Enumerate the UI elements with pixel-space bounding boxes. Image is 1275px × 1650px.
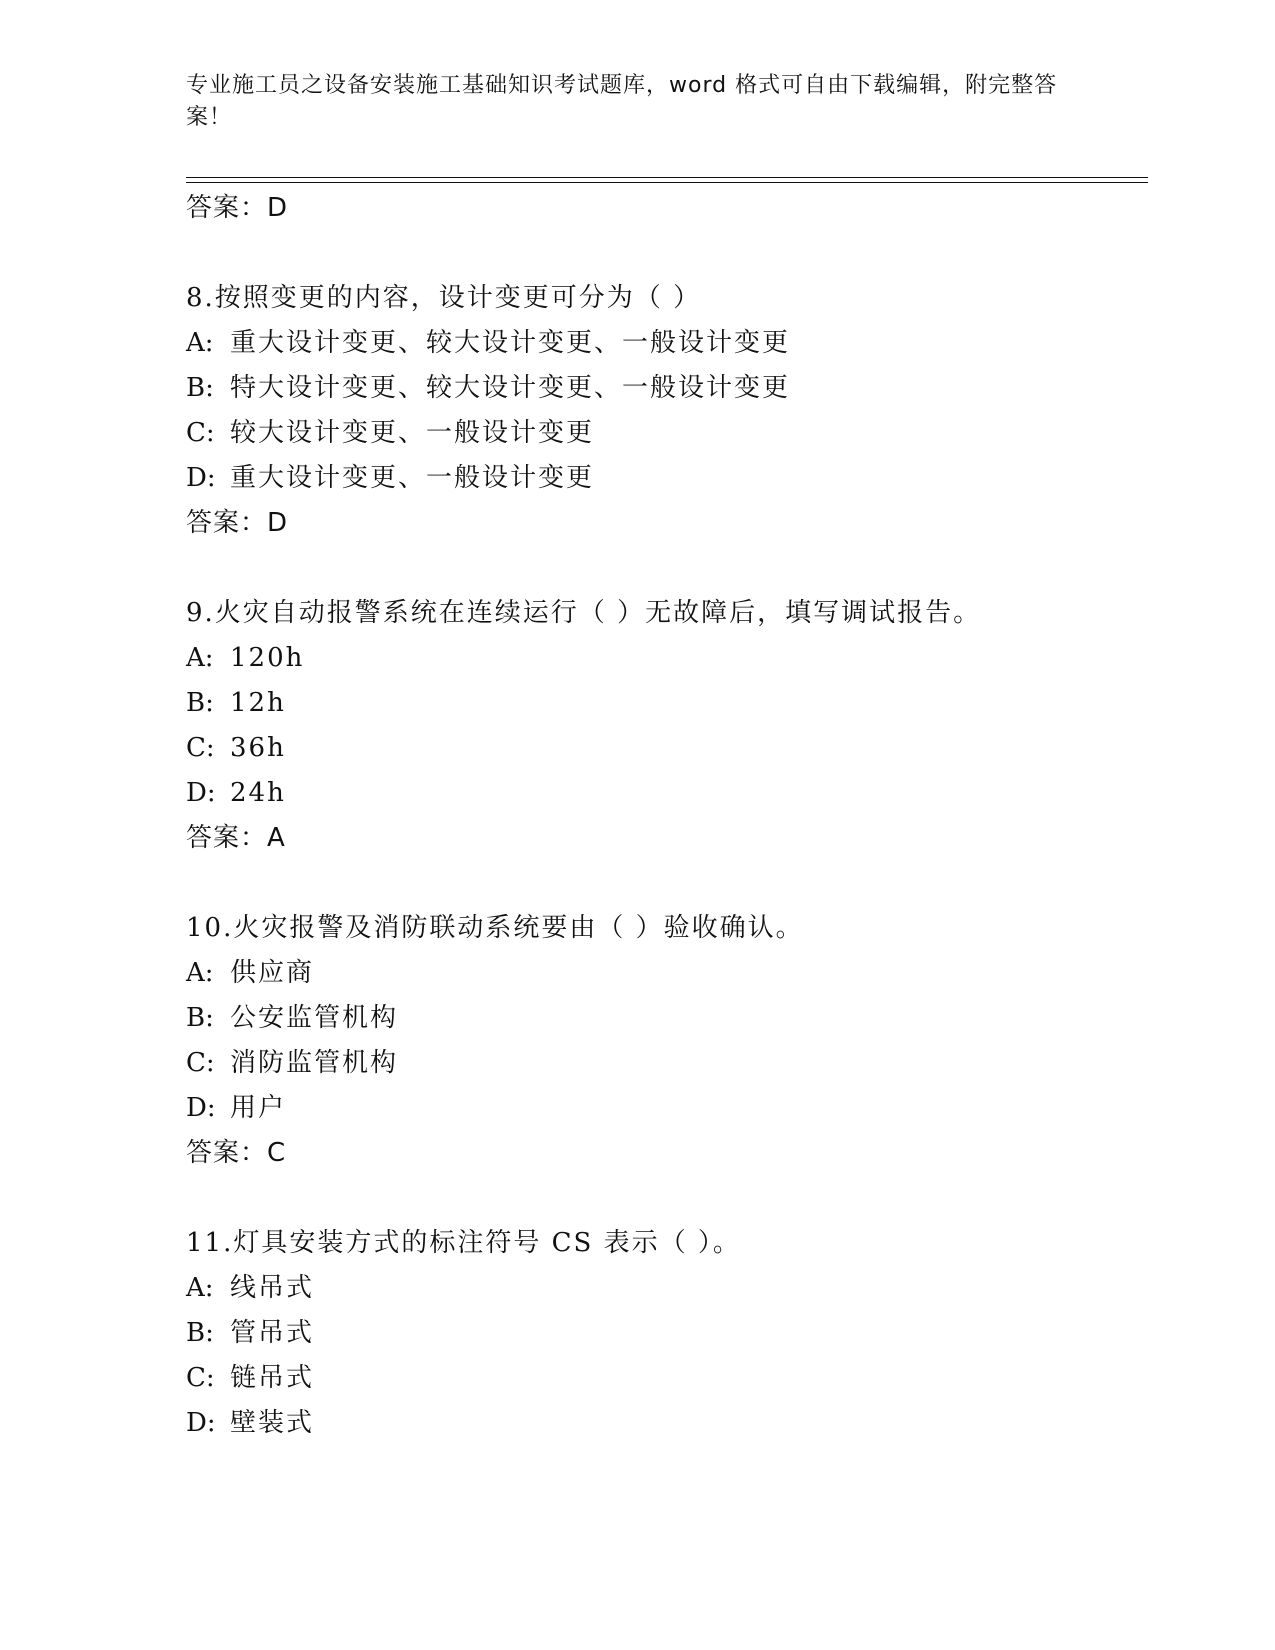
question-list [186, 186, 1146, 1446]
option-text: 线吊式 [230, 1273, 315, 1303]
option-line [186, 1041, 1146, 1086]
option-text: 重大设计变更、较大设计变更、一般设计变更 [230, 328, 791, 358]
option-letter: C: [186, 418, 215, 448]
spacer [186, 1176, 1146, 1221]
option-text: 24h [230, 778, 286, 808]
option-line [186, 951, 1146, 996]
option-letter: B: [186, 688, 214, 718]
option-line [186, 1311, 1146, 1356]
option-letter: A: [186, 1273, 214, 1303]
option-text: 公安监管机构 [230, 1003, 399, 1033]
option-text: 36h [230, 733, 286, 763]
option-letter: D: [186, 463, 216, 493]
option-text: 重大设计变更、一般设计变更 [230, 463, 595, 493]
option-line [186, 1401, 1146, 1446]
option-line [186, 996, 1146, 1041]
answer-line: 答案：D [186, 193, 289, 223]
option-line [186, 456, 1146, 501]
option-text: 链吊式 [230, 1363, 315, 1393]
question-stem: 9.火灾自动报警系统在连续运行（ ）无故障后，填写调试报告。 [186, 598, 982, 628]
option-line [186, 1266, 1146, 1311]
spacer [186, 231, 1146, 276]
option-line [186, 366, 1146, 411]
option-text: 供应商 [230, 958, 315, 988]
option-text: 管吊式 [230, 1318, 315, 1348]
option-line [186, 1356, 1146, 1401]
option-letter: D: [186, 1093, 216, 1123]
header-rule-bottom [186, 182, 1148, 183]
option-letter: B: [186, 1318, 214, 1348]
option-text: 12h [230, 688, 286, 718]
option-text: 较大设计变更、一般设计变更 [230, 418, 595, 448]
option-letter: C: [186, 1363, 215, 1393]
option-letter: A: [186, 643, 214, 673]
option-letter: D: [186, 778, 216, 808]
option-text: 用户 [230, 1093, 287, 1123]
option-text: 特大设计变更、较大设计变更、一般设计变更 [230, 373, 791, 403]
option-line [186, 771, 1146, 816]
question-stem: 10.火灾报警及消防联动系统要由（ ）验收确认。 [186, 913, 804, 943]
spacer [186, 546, 1146, 591]
option-letter: B: [186, 1003, 214, 1033]
header-rule-top [186, 177, 1148, 178]
option-text: 壁装式 [230, 1408, 315, 1438]
option-letter: A: [186, 328, 214, 358]
option-line [186, 636, 1146, 681]
answer-line: 答案：A [186, 823, 286, 853]
answer-line: 答案：C [186, 1138, 287, 1168]
spacer [186, 861, 1146, 906]
option-line [186, 321, 1146, 366]
option-line [186, 411, 1146, 456]
question-stem: 11.灯具安装方式的标注符号 CS 表示（ ）。 [186, 1228, 741, 1258]
answer-line: 答案：D [186, 508, 289, 538]
option-letter: A: [186, 958, 214, 988]
option-text: 消防监管机构 [230, 1048, 399, 1078]
option-line [186, 726, 1146, 771]
option-letter: D: [186, 1408, 216, 1438]
document-header: 专业施工员之设备安装施工基础知识考试题库，word 格式可自由下载编辑，附完整答案！ [186, 73, 1058, 130]
option-letter: C: [186, 733, 215, 763]
option-text: 120h [230, 643, 305, 673]
option-letter: B: [186, 373, 214, 403]
option-letter: C: [186, 1048, 215, 1078]
question-stem: 8.按照变更的内容，设计变更可分为（ ） [186, 283, 702, 313]
option-line [186, 1086, 1146, 1131]
option-line [186, 681, 1146, 726]
